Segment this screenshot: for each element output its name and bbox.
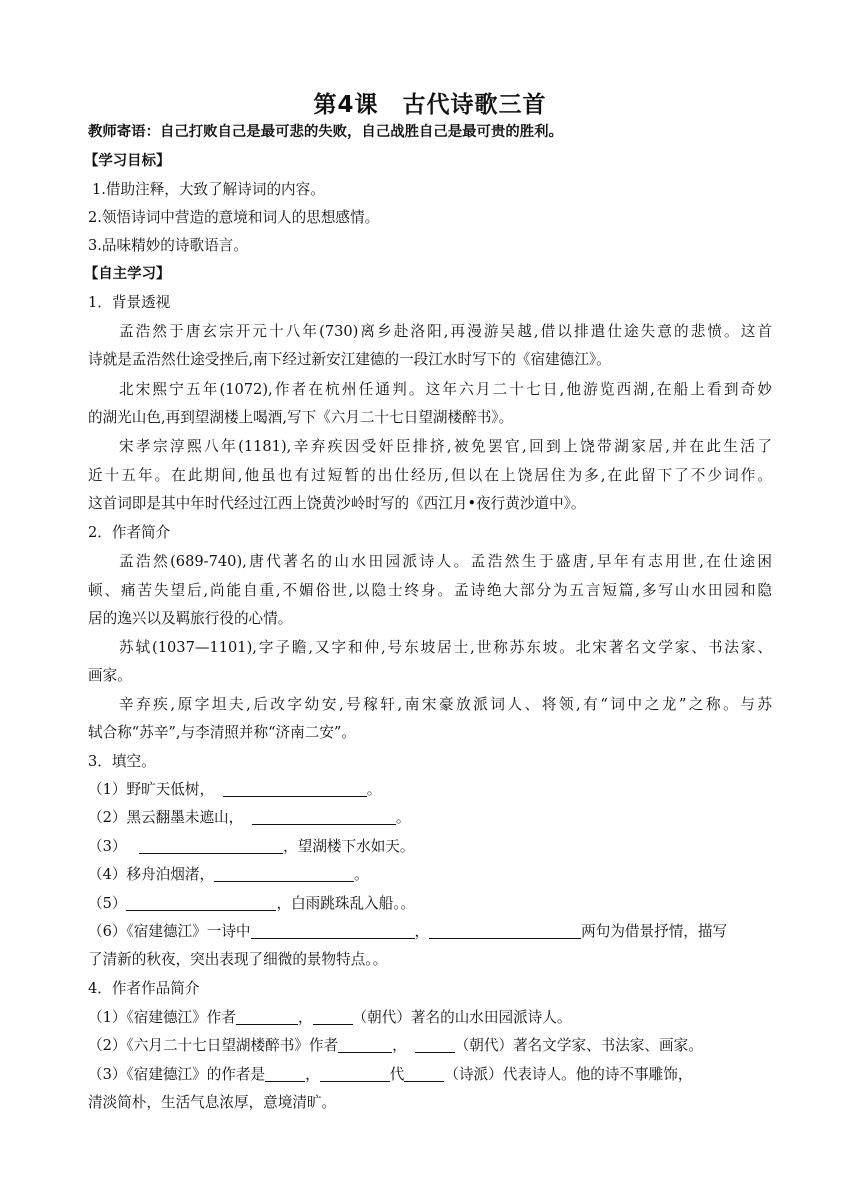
goal-item: 2.领悟诗词中营造的意境和词人的思想感情。	[88, 209, 380, 226]
question-text: （朝代）著名的山水田园派诗人。	[352, 1009, 572, 1026]
paragraph-line: 近十五年。在此期间,他虽也有过短暂的出仕经历,但以在上饶居住为多,在此留下了不少词作。	[88, 467, 772, 484]
answer-blank[interactable]	[415, 1036, 455, 1053]
answer-blank[interactable]	[214, 865, 354, 882]
question-text: （6）《宿建德江》一诗中	[88, 923, 251, 940]
goals-heading: 【学习目标】	[84, 153, 171, 169]
paragraph-line: 了清新的秋夜，突出表现了细微的景物特点。。	[88, 951, 388, 968]
fill-question-2	[88, 808, 410, 828]
question-text: 。	[354, 866, 369, 883]
answer-blank[interactable]	[139, 837, 283, 854]
answer-blank[interactable]	[404, 1065, 444, 1082]
paragraph-line: 这首词即是其中年时代经过江西上饶黄沙岭时写的《西江月•夜行黄沙道中》。	[88, 495, 586, 512]
fill-question-3	[88, 837, 414, 857]
question-text: 代	[389, 1066, 405, 1083]
question-text: （4）移舟泊烟渚，	[88, 866, 215, 883]
question-text: （诗派）代表诗人。他的诗不事雕饰，	[444, 1066, 693, 1083]
answer-blank[interactable]	[251, 922, 415, 939]
works-heading: 4．作者作品简介	[88, 980, 200, 997]
question-text: ，	[305, 1066, 320, 1083]
paragraph-line: 清淡简朴，生活气息浓厚，意境清旷。	[88, 1094, 337, 1111]
answer-blank[interactable]	[223, 780, 367, 797]
answer-blank[interactable]	[313, 1008, 353, 1025]
question-text: （3）《宿建德江》的作者是	[88, 1066, 266, 1083]
question-text: ，	[414, 923, 430, 940]
question-text: （1）《宿建德江》作者	[88, 1009, 236, 1026]
question-text: 两句为借景抒情，描写	[581, 923, 728, 940]
paragraph-line: 北宋熙宁五年(1072),作者在杭州任通判。这年六月二十七日,他游览西湖,在船上看到奇妙	[119, 381, 772, 398]
fill-question-6	[88, 922, 727, 942]
question-text: （朝代）著名文学家、书法家、画家。	[454, 1037, 703, 1054]
paragraph-line: 辛弃疾,原字坦夫,后改字幼安,号稼轩,南宋豪放派词人、将领,有“词中之龙”之称。与苏	[119, 696, 772, 713]
question-text: 。	[395, 809, 411, 826]
paragraph-line: 的湖光山色,再到望湖楼上喝酒,写下《六月二十七日望湖楼醉书》。	[88, 409, 514, 426]
question-text: （2）《六月二十七日望湖楼醉书》作者	[88, 1037, 339, 1054]
works-question-3	[88, 1065, 692, 1085]
fill-heading: 3．填空。	[88, 753, 156, 770]
teacher-motto: 教师寄语：自己打败自己是最可悲的失败，自己战胜自己是最可贵的胜利。	[88, 124, 563, 140]
question-text: （2）黑云翻墨未遮山，	[88, 809, 244, 826]
answer-blank[interactable]	[126, 894, 276, 911]
page-title: 第4课 古代诗歌三首	[313, 92, 547, 118]
works-question-2	[88, 1036, 703, 1056]
background-heading: 1．背景透视	[88, 294, 171, 311]
question-text: ，	[297, 1009, 313, 1026]
paragraph-line: 苏轼(1037—1101),字子瞻,又字和仲,号东坡居士,世称苏东坡。北宋著名文学家、书法家、	[119, 639, 772, 656]
question-text: ，白雨跳珠乱入船。。	[276, 895, 416, 912]
paragraph-line: 顿、痛苦失望后,尚能自重,不媚俗世,以隐士终身。孟诗绝大部分为五言短篇,多写山水田园和隐	[88, 582, 772, 599]
answer-blank[interactable]	[236, 1008, 298, 1025]
fill-question-5	[88, 894, 415, 914]
answer-blank[interactable]	[252, 808, 396, 825]
fill-question-4	[88, 865, 369, 885]
question-text: （5）	[88, 895, 127, 912]
goal-item: 3.品味精妙的诗歌语言。	[88, 237, 248, 254]
works-question-1	[88, 1008, 571, 1028]
fill-question-1	[88, 780, 381, 800]
paragraph-line: 孟浩然于唐玄宗开元十八年(730)离乡赴洛阳,再漫游吴越,借以排遣仕途失意的悲愤。这首	[119, 323, 772, 340]
self-study-heading: 【自主学习】	[84, 266, 171, 282]
paragraph-line: 轼合称“苏辛”,与李清照并称“济南二安”。	[88, 724, 356, 741]
paragraph-line: 居的逸兴以及羁旅行役的心情。	[88, 610, 293, 627]
paragraph-line: 诗就是孟浩然仕途受挫后,南下经过新安江建德的一段江水时写下的《宿建德江》。	[88, 351, 611, 368]
question-text: （1）野旷天低树，	[88, 781, 215, 798]
paragraph-line: 宋孝宗淳熙八年(1181),辛弃疾因受奸臣排挤,被免罢官,回到上饶带湖家居,并在此生活了	[119, 438, 772, 455]
question-text: 。	[366, 781, 382, 798]
answer-blank[interactable]	[265, 1065, 305, 1082]
paragraph-line: 孟浩然(689-740),唐代著名的山水田园派诗人。孟浩然生于盛唐,早年有志用世,在仕途困	[119, 553, 772, 570]
authors-heading: 2．作者简介	[88, 524, 171, 541]
question-text: （3）	[88, 838, 127, 855]
paragraph-line: 画家。	[88, 667, 132, 684]
question-text: ，望湖楼下水如天。	[283, 838, 415, 855]
question-text: ，	[392, 1037, 407, 1054]
answer-blank[interactable]	[338, 1036, 392, 1053]
answer-blank[interactable]	[320, 1065, 390, 1082]
answer-blank[interactable]	[429, 922, 581, 939]
goal-item: 1.借助注释，大致了解诗词的内容。	[92, 181, 325, 198]
